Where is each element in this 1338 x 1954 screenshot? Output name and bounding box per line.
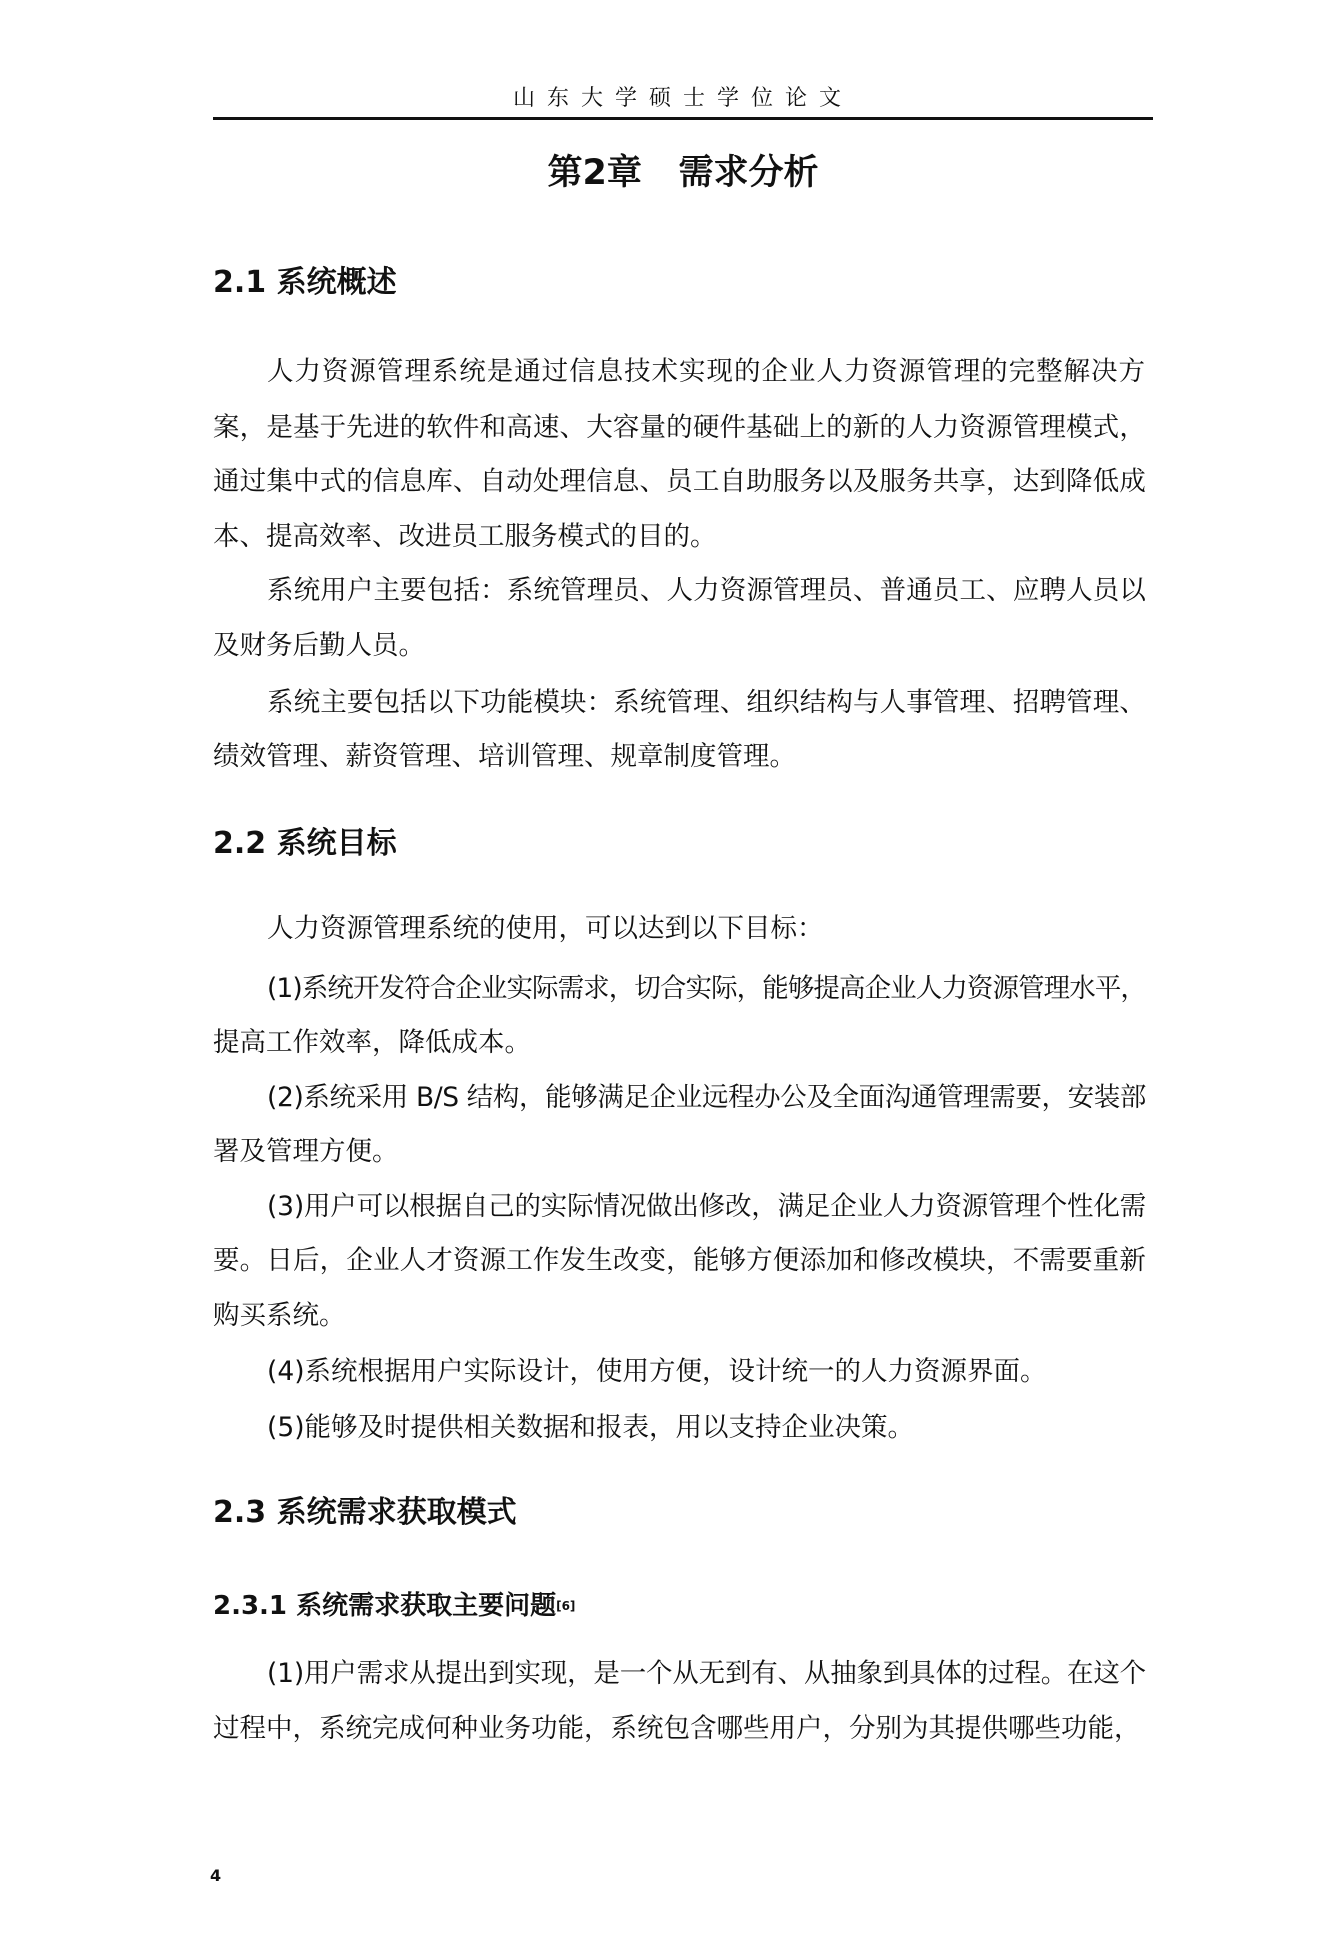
page-number: 4 — [210, 1866, 222, 1885]
paragraph-line: 绩效管理、薪资管理、培训管理、规章制度管理。 — [213, 741, 796, 772]
paragraph-line: (3)用户可以根据自己的实际情况做出修改，满足企业人力资源管理个性化需 — [267, 1191, 1146, 1222]
subsection-heading-2-3-1 — [213, 1586, 575, 1626]
chapter-title: 第2章 需求分析 — [547, 153, 819, 193]
paragraph-line: 系统主要包括以下功能模块：系统管理、组织结构与人事管理、招聘管理、 — [267, 687, 1146, 718]
paragraph-line: 通过集中式的信息库、自动处理信息、员工自助服务以及服务共享，达到降低成 — [213, 466, 1146, 497]
section-heading-2-2: 2.2 系统目标 — [213, 826, 397, 861]
paragraph-line: (1)用户需求从提出到实现，是一个从无到有、从抽象到具体的过程。在这个 — [267, 1658, 1146, 1689]
section-heading-2-1: 2.1 系统概述 — [213, 265, 397, 300]
paragraph-line: 要。日后，企业人才资源工作发生改变，能够方便添加和修改模块，不需要重新 — [213, 1245, 1146, 1276]
paragraph-line: 本、提高效率、改进员工服务模式的目的。 — [213, 521, 717, 552]
paragraph-line: (1)系统开发符合企业实际需求，切合实际，能够提高企业人力资源管理水平， — [267, 973, 1146, 1004]
header-rule — [213, 117, 1153, 120]
paragraph-line: 人力资源管理系统是通过信息技术实现的企业人力资源管理的完整解决方 — [267, 356, 1146, 387]
citation-ref[interactable]: [6] — [556, 1599, 576, 1613]
paragraph-line: 案，是基于先进的软件和高速、大容量的硬件基础上的新的人力资源管理模式， — [213, 412, 1146, 443]
running-head: 山东大学硕士学位论文 — [512, 86, 853, 111]
paragraph-line: 人力资源管理系统的使用，可以达到以下目标： — [267, 913, 824, 944]
paragraph-line: (5)能够及时提供相关数据和报表，用以支持企业决策。 — [267, 1412, 915, 1443]
paragraph-line: (2)系统采用 B/S 结构，能够满足企业远程办公及全面沟通管理需要，安装部 — [267, 1082, 1146, 1113]
subsection-title: 2.3.1 系统需求获取主要问题 — [213, 1591, 557, 1621]
paragraph-line: 署及管理方便。 — [213, 1136, 399, 1167]
paragraph-line: 过程中，系统完成何种业务功能，系统包含哪些用户，分别为其提供哪些功能， — [213, 1713, 1141, 1744]
paragraph-line: (4)系统根据用户实际设计，使用方便，设计统一的人力资源界面。 — [267, 1356, 1047, 1387]
paragraph-line: 系统用户主要包括：系统管理员、人力资源管理员、普通员工、应聘人员以 — [267, 575, 1146, 606]
paragraph-line: 提高工作效率，降低成本。 — [213, 1027, 531, 1058]
paragraph-line: 及财务后勤人员。 — [213, 630, 425, 661]
section-heading-2-3: 2.3 系统需求获取模式 — [213, 1495, 517, 1530]
paragraph-line: 购买系统。 — [213, 1300, 346, 1331]
